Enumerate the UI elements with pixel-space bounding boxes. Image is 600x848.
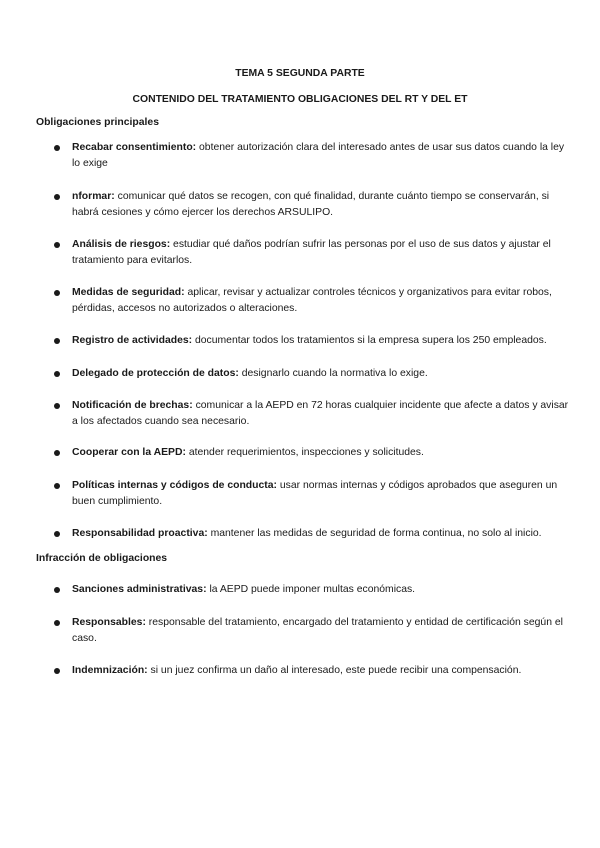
item-term: Cooperar con la AEPD: [72, 447, 186, 458]
item-term: Recabar consentimiento: [72, 142, 197, 153]
list-item [72, 615, 572, 646]
item-text: comunicar a la AEPD en 72 horas cualquier incidente que afecte a datos y avisar a los afectados cuando sea necesario. [72, 400, 569, 427]
item-text: obtener autorización clara del interesado antes de usar sus datos cuando la ley lo exige [72, 142, 565, 169]
list-item [72, 445, 572, 461]
list-item [72, 398, 572, 429]
list-item [72, 140, 572, 171]
bullet-icon [54, 338, 60, 344]
list-item [72, 237, 572, 268]
bullet-icon [54, 242, 60, 248]
bullet-icon [54, 587, 60, 593]
bullet-icon [54, 450, 60, 456]
item-text: la AEPD puede imponer multas económicas. [206, 584, 416, 595]
section-heading: Obligaciones principales [36, 117, 159, 128]
bullet-icon [54, 668, 60, 674]
list-item [72, 285, 572, 316]
item-text: atender requerimientos, inspecciones y solicitudes. [185, 447, 424, 458]
bullet-icon [54, 620, 60, 626]
item-term: Delegado de protección de datos: [72, 368, 239, 379]
section-heading: Infracción de obligaciones [36, 553, 168, 564]
item-text: si un juez confirma un daño al interesado, este puede recibir una compensación. [147, 665, 522, 676]
item-text: documentar todos los tratamientos si la empresa supera los 250 empleados. [192, 335, 547, 346]
list-item [72, 582, 572, 598]
document-title: TEMA 5 SEGUNDA PARTE [235, 68, 365, 79]
item-term: Responsabilidad proactiva: [72, 528, 208, 539]
item-text: aplicar, revisar y actualizar controles técnicos y organizativos para evitar robos, pérdidas, accesos no autorizados o alteraciones. [72, 287, 552, 314]
item-text: mantener las medidas de seguridad de forma continua, no solo al inicio. [207, 528, 542, 539]
list-item [72, 189, 572, 220]
item-term: Medidas de seguridad: [72, 287, 185, 298]
list-item [72, 366, 572, 382]
item-term: nformar: [72, 191, 115, 202]
item-term: Políticas internas y códigos de conducta: [72, 480, 277, 491]
item-term: Sanciones administrativas: [72, 584, 207, 595]
item-term: Notificación de brechas: [72, 400, 193, 411]
bullet-icon [54, 194, 60, 200]
item-text: usar normas internas y códigos aprobados que aseguren un buen cumplimiento. [72, 480, 558, 507]
bullet-icon [54, 290, 60, 296]
item-term: Análisis de riesgos: [72, 239, 171, 250]
item-term: Indemnización: [72, 665, 148, 676]
item-term: Responsables: [72, 617, 146, 628]
list-item [72, 333, 582, 349]
bullet-icon [54, 403, 60, 409]
bullet-icon [54, 483, 60, 489]
item-text: responsable del tratamiento, encargado del tratamiento y entidad de certificación según el caso. [72, 617, 563, 644]
document-subtitle: CONTENIDO DEL TRATAMIENTO OBLIGACIONES DEL RT Y DEL ET [132, 94, 468, 105]
item-text: designarlo cuando la normativa lo exige. [238, 368, 428, 379]
bullet-icon [54, 531, 60, 537]
bullet-icon [54, 371, 60, 377]
item-term: Registro de actividades: [72, 335, 193, 346]
list-item [72, 663, 572, 679]
list-item [72, 526, 582, 542]
list-item [72, 478, 572, 509]
item-text: estudiar qué daños podrían sufrir las personas por el uso de sus datos y ajustar el tratamiento para evitarlos. [72, 239, 551, 266]
bullet-icon [54, 145, 60, 151]
item-text: comunicar qué datos se recogen, con qué finalidad, durante cuánto tiempo se conservarán, si habrá cesiones y cómo ejercer los derechos ARSULIPO. [72, 191, 550, 218]
